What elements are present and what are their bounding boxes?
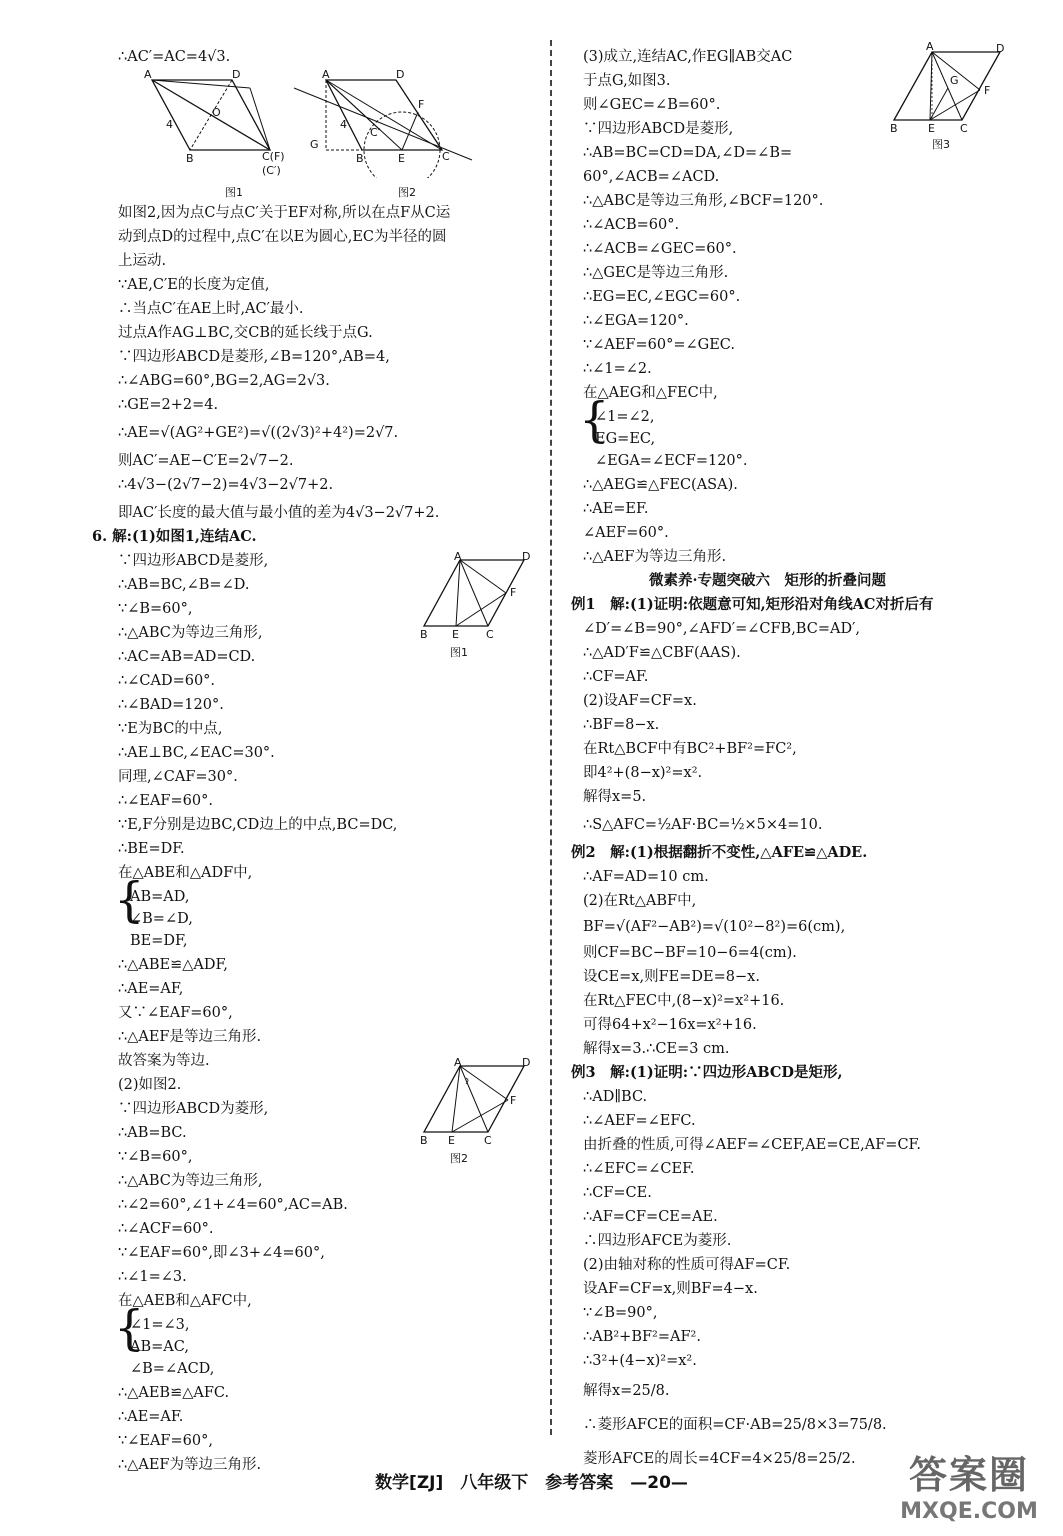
- text-line: (2)在Rt△ABF中,: [583, 893, 697, 909]
- text-line: ∴△GEC是等边三角形.: [583, 265, 729, 281]
- text-line: ∠B=∠D,: [130, 911, 193, 927]
- text-line: ∴AB²+BF²=AF².: [583, 1329, 701, 1345]
- column-divider: [550, 40, 553, 1435]
- text-line: ∴∠ACB=60°.: [583, 217, 680, 233]
- text-line: ∴S△AFC=½AF·BC=½×5×4=10.: [583, 817, 823, 833]
- vertex-label: D: [396, 68, 405, 81]
- vertex-label: A: [144, 68, 152, 81]
- text-line: 解得x=25/8.: [583, 1383, 670, 1399]
- text-line: 设CE=x,则FE=DE=8−x.: [583, 969, 760, 985]
- text-line: 则∠GEC=∠B=60°.: [583, 97, 721, 113]
- text-line: ∴BE=DF.: [118, 841, 185, 857]
- figure-caption: 图2: [398, 186, 416, 199]
- text-line: ∵∠EAF=60°,即∠3+∠4=60°,: [118, 1245, 325, 1261]
- text-line: ∵∠AEF=60°=∠GEC.: [583, 337, 735, 353]
- text-line: EG=EC,: [595, 431, 656, 447]
- text-line: ∴∠EAF=60°.: [118, 793, 213, 809]
- text-line: ∴∠EFC=∠CEF.: [583, 1161, 695, 1177]
- text-line: ∴GE=2+2=4.: [118, 397, 219, 413]
- side-label: 4: [166, 118, 173, 131]
- text-line: ∵四边形ABCD是菱形,: [118, 553, 269, 569]
- watermark-logo: [889, 1444, 1049, 1526]
- text-line: 可得64+x²−16x=x²+16.: [583, 1017, 757, 1033]
- vertex-label: C: [442, 150, 450, 163]
- text-line: 在△ABE和△ADF中,: [118, 865, 253, 881]
- text-line: 又∵∠EAF=60°,: [118, 1005, 233, 1021]
- text-line: ∴△ABC是等边三角形,∠BCF=120°.: [583, 193, 824, 209]
- text-line: ∵E为BC的中点,: [118, 721, 223, 737]
- text-line: ∴AE=EF.: [583, 501, 649, 517]
- text-line: 解得x=3.∴CE=3 cm.: [583, 1041, 730, 1057]
- text-line: 即4²+(8−x)²=x².: [583, 765, 703, 781]
- text-line: ∠AEF=60°.: [583, 525, 669, 541]
- text-line: ∠D′=∠B=90°,∠AFD′=∠CFB,BC=AD′,: [583, 621, 860, 637]
- text-line: (2)如图2.: [118, 1077, 182, 1093]
- vertex-label: B: [186, 152, 194, 165]
- text-line: ∴AC=AB=AD=CD.: [118, 649, 256, 665]
- vertex-label: B: [890, 122, 898, 135]
- text-line: ∴△ABC为等边三角形,: [118, 625, 263, 641]
- text-line: ∴∠BAD=120°.: [118, 697, 224, 713]
- vertex-label: A: [322, 68, 330, 81]
- vertex-label: D: [232, 68, 241, 81]
- vertex-label: E: [928, 122, 935, 135]
- text-line: ∴AB=BC.: [118, 1125, 187, 1141]
- vertex-label: F: [418, 98, 425, 111]
- vertex-label: B: [356, 152, 364, 165]
- text-line: ∴AE=AF,: [118, 981, 184, 997]
- text-line: ∴△AEF为等边三角形.: [118, 1457, 262, 1473]
- example-1-heading: 例1 解:(1)证明:依题意可知,矩形沿对角线AC对折后有: [571, 596, 934, 613]
- vertex-label: F: [510, 586, 517, 599]
- text-line: ∴CF=AF.: [583, 669, 649, 685]
- text-line: 解得x=5.: [583, 789, 647, 805]
- figure-mid-2: [418, 1056, 533, 1176]
- text-line: ∵四边形ABCD是菱形,: [583, 121, 734, 137]
- text-line: ∵四边形ABCD为菱形,: [118, 1101, 269, 1117]
- text-line: 于点G,如图3.: [583, 73, 671, 89]
- figure-mid-1: [418, 550, 533, 670]
- vertex-label: G: [950, 74, 959, 87]
- text-line: ∴AE=AF.: [118, 1409, 184, 1425]
- text-line: ∴AE=√(AG²+GE²)=√((2√3)²+4²)=2√7.: [118, 425, 399, 441]
- section-title: 微素养·专题突破六 矩形的折叠问题: [649, 572, 887, 589]
- text-line: ∴∠1=∠2.: [583, 361, 652, 377]
- vertex-label: C(F): [262, 150, 285, 163]
- text-line: ∵E,F分别是边BC,CD边上的中点,BC=DC,: [118, 817, 398, 833]
- vertex-label: D: [996, 42, 1005, 55]
- watermark-url: MXQE.COM: [900, 1499, 1038, 1524]
- text-line: ∴∠AEF=∠EFC.: [583, 1113, 696, 1129]
- text-line: ∴∠2=60°,∠1+∠4=60°,AC=AB.: [118, 1197, 348, 1213]
- text-line: 设AF=CF=x,则BF=4−x.: [583, 1281, 758, 1297]
- text-line: ∴△AEF是等边三角形.: [118, 1029, 262, 1045]
- text-line: 在Rt△FEC中,(8−x)²=x²+16.: [583, 993, 785, 1009]
- text-line: ∵∠B=60°,: [118, 601, 193, 617]
- text-line: ∴△AEF为等边三角形.: [583, 549, 727, 565]
- text-line: ∴∠ABG=60°,BG=2,AG=2√3.: [118, 373, 330, 389]
- vertex-label: C: [960, 122, 968, 135]
- text-line: AB=AD,: [130, 889, 190, 905]
- text-line: 故答案为等边.: [118, 1053, 210, 1069]
- vertex-label: B: [420, 1134, 428, 1147]
- text-line: ∴AB=BC=CD=DA,∠D=∠B=: [583, 145, 793, 161]
- text-line: ∴4√3−(2√7−2)=4√3−2√7+2.: [118, 477, 334, 493]
- text-line: ∴CF=CE.: [583, 1185, 652, 1201]
- text-line: ∵AE,C′E的长度为定值,: [118, 277, 270, 293]
- figure-top-2: [292, 68, 482, 198]
- vertex-label: E: [452, 628, 459, 641]
- text-line: 上运动.: [118, 253, 167, 269]
- text-line: ∵∠B=90°,: [583, 1305, 658, 1321]
- figure-caption: 图3: [932, 138, 950, 151]
- watermark-title: 答案圈: [908, 1453, 1029, 1497]
- text-line: ∴AD∥BC.: [583, 1089, 648, 1105]
- text-line: ∴△ABC为等边三角形,: [118, 1173, 263, 1189]
- text-line: ∠1=∠3,: [130, 1317, 190, 1333]
- system-brace: {: [579, 392, 610, 448]
- text-line: ∴菱形AFCE的面积=CF·AB=25/8×3=75/8.: [583, 1417, 887, 1433]
- text-line: ∵四边形ABCD是菱形,∠B=120°,AB=4,: [118, 349, 390, 365]
- text-line: 则AC′=AE−C′E=2√7−2.: [118, 453, 294, 469]
- page-footer: 数学[ZJ] 八年级下 参考答案 —20—: [375, 1473, 688, 1493]
- problem-6-heading: 6. 解:(1)如图1,连结AC.: [92, 528, 257, 545]
- text-line: ∴∠1=∠3.: [118, 1269, 187, 1285]
- text-line: ∴△AEG≌△FEC(ASA).: [583, 477, 738, 493]
- text-line: 则CF=BC−BF=10−6=4(cm).: [583, 945, 797, 961]
- text-line: 在△AEB和△AFC中,: [118, 1293, 252, 1309]
- text-line: (2)由轴对称的性质可得AF=CF.: [583, 1257, 791, 1273]
- vertex-label: D: [522, 550, 531, 563]
- figure-caption: 图2: [450, 1152, 468, 1165]
- text-line: ∴∠ACF=60°.: [118, 1221, 214, 1237]
- text-line: ∴3²+(4−x)²=x².: [583, 1353, 697, 1369]
- figure-top-1: [140, 68, 290, 198]
- text-line: 在△AEG和△FEC中,: [583, 385, 718, 401]
- text-line: ∴BF=8−x.: [583, 717, 660, 733]
- vertex-label: G: [310, 138, 319, 151]
- text-line: ∴EG=EC,∠EGC=60°.: [583, 289, 741, 305]
- text-line: ∴AB=BC,∠B=∠D.: [118, 577, 250, 593]
- vertex-label: C′: [370, 126, 381, 139]
- text-line: ∠1=∠2,: [595, 409, 655, 425]
- vertex-label: C: [484, 1134, 492, 1147]
- vertex-label: F: [510, 1094, 517, 1107]
- text-line: AB=AC,: [130, 1339, 189, 1355]
- vertex-label: O: [212, 106, 221, 119]
- system-brace: {: [114, 1300, 145, 1356]
- figure-caption: 图1: [225, 186, 243, 199]
- vertex-label: F: [984, 84, 991, 97]
- text-line: ∵∠B=60°,: [118, 1149, 193, 1165]
- vertex-label: D: [522, 1056, 531, 1069]
- text-line: ∠EGA=∠ECF=120°.: [595, 453, 748, 469]
- text-line: ∴当点C′在AE上时,AC′最小.: [118, 301, 304, 317]
- text-line: 同理,∠CAF=30°.: [118, 769, 238, 785]
- text-line: ∴AE⊥BC,∠EAC=30°.: [118, 745, 275, 761]
- text-line: 在Rt△BCF中有BC²+BF²=FC²,: [583, 741, 797, 757]
- text-line: ∴AC′=AC=4√3.: [118, 49, 231, 65]
- vertex-label: A: [454, 550, 462, 563]
- side-label: 4: [340, 118, 347, 131]
- text-line: BF=√(AF²−AB²)=√(10²−8²)=6(cm),: [583, 919, 846, 935]
- figure-3: [888, 40, 1008, 159]
- text-line: 如图2,因为点C与点C′关于EF对称,所以在点F从C运: [118, 205, 451, 221]
- text-line: ∴∠ACB=∠GEC=60°.: [583, 241, 737, 257]
- text-line: ∴∠CAD=60°.: [118, 673, 216, 689]
- text-line: BE=DF,: [130, 933, 188, 949]
- example-3-heading: 例3 解:(1)证明:∵四边形ABCD是矩形,: [571, 1064, 843, 1081]
- text-line: ∴AF=CF=CE=AE.: [583, 1209, 718, 1225]
- text-line: 动到点D的过程中,点C′在以E为圆心,EC为半径的圆: [118, 229, 447, 245]
- figure-caption: 图1: [450, 646, 468, 659]
- vertex-label: A: [454, 1056, 462, 1069]
- text-line: 60°,∠ACB=∠ACD.: [583, 169, 720, 185]
- text-line: ∴∠EGA=120°.: [583, 313, 689, 329]
- text-line: ∴△AEB≌△AFC.: [118, 1385, 230, 1401]
- vertex-label: B: [420, 628, 428, 641]
- text-line: ∵∠EAF=60°,: [118, 1433, 213, 1449]
- text-line: 过点A作AG⊥BC,交CB的延长线于点G.: [118, 325, 373, 341]
- text-line: (3)成立,连结AC,作EG∥AB交AC: [583, 49, 793, 65]
- system-brace: {: [114, 872, 145, 928]
- text-line: ∴△ABE≌△ADF,: [118, 957, 228, 973]
- text-line: ∴△AD′F≌△CBF(AAS).: [583, 645, 741, 661]
- text-line: ∴四边形AFCE为菱形.: [583, 1233, 732, 1249]
- example-2-heading: 例2 解:(1)根据翻折不变性,△AFE≌△ADE.: [571, 844, 868, 861]
- vertex-label: E: [448, 1134, 455, 1147]
- vertex-label: A: [926, 40, 934, 53]
- vertex-label: C: [486, 628, 494, 641]
- text-line: 菱形AFCE的周长=4CF=4×25/8=25/2.: [583, 1451, 856, 1467]
- text-line: ∠B=∠ACD,: [130, 1361, 215, 1377]
- text-line: ∴AF=AD=10 cm.: [583, 869, 709, 885]
- text-line: (2)设AF=CF=x.: [583, 693, 697, 709]
- vertex-label: (C′): [262, 164, 281, 177]
- text-line: 即AC′长度的最大值与最小值的差为4√3−2√7+2.: [118, 505, 440, 521]
- vertex-label: E: [398, 152, 405, 165]
- text-line: 由折叠的性质,可得∠AEF=∠CEF,AE=CE,AF=CF.: [583, 1137, 921, 1153]
